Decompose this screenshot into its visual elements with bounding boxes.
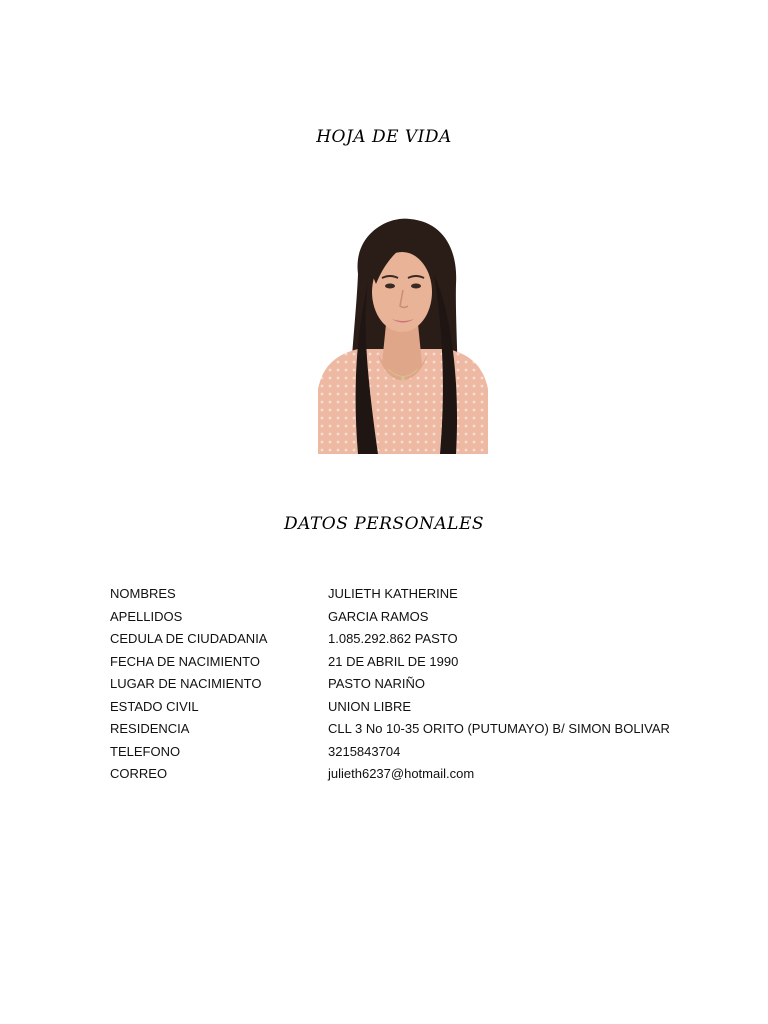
data-row (110, 765, 710, 788)
field-value: 21 DE ABRIL DE 1990 (328, 653, 459, 669)
data-row (110, 720, 710, 743)
field-value: JULIETH KATHERINE (328, 586, 458, 601)
field-value: PASTO NARIÑO (328, 676, 426, 691)
page-title: HOJA DE VIDA (316, 127, 452, 147)
email-link: julieth6237@hotmail.com (328, 766, 475, 781)
field-label: NOMBRES (110, 586, 176, 601)
data-row (110, 698, 710, 721)
data-row (110, 630, 710, 653)
data-row (110, 585, 710, 608)
personal-data-table (110, 585, 710, 788)
field-value: UNION LIBRE (328, 698, 412, 714)
data-row (110, 675, 710, 698)
data-row (110, 653, 710, 676)
field-label: LUGAR DE NACIMIENTO (110, 676, 262, 691)
section-title: DATOS PERSONALES (283, 514, 485, 534)
field-label: FECHA DE NACIMIENTO (110, 653, 261, 669)
field-value: CLL 3 No 10-35 ORITO (PUTUMAYO) B/ SIMON BOLIVAR (328, 721, 670, 736)
data-row (110, 743, 710, 766)
profile-photo (318, 214, 488, 454)
data-row (110, 608, 710, 631)
field-label: APELLIDOS (110, 608, 183, 624)
field-label: ESTADO CIVIL (110, 698, 199, 714)
field-value: 3215843704 (328, 743, 401, 759)
field-value: 1.085.292.862 PASTO (328, 631, 458, 646)
field-label: CORREO (110, 766, 168, 781)
field-label: CEDULA DE CIUDADANIA (110, 631, 268, 646)
field-label: TELEFONO (110, 743, 181, 759)
field-label: RESIDENCIA (110, 721, 190, 736)
field-value: GARCIA RAMOS (328, 608, 429, 624)
